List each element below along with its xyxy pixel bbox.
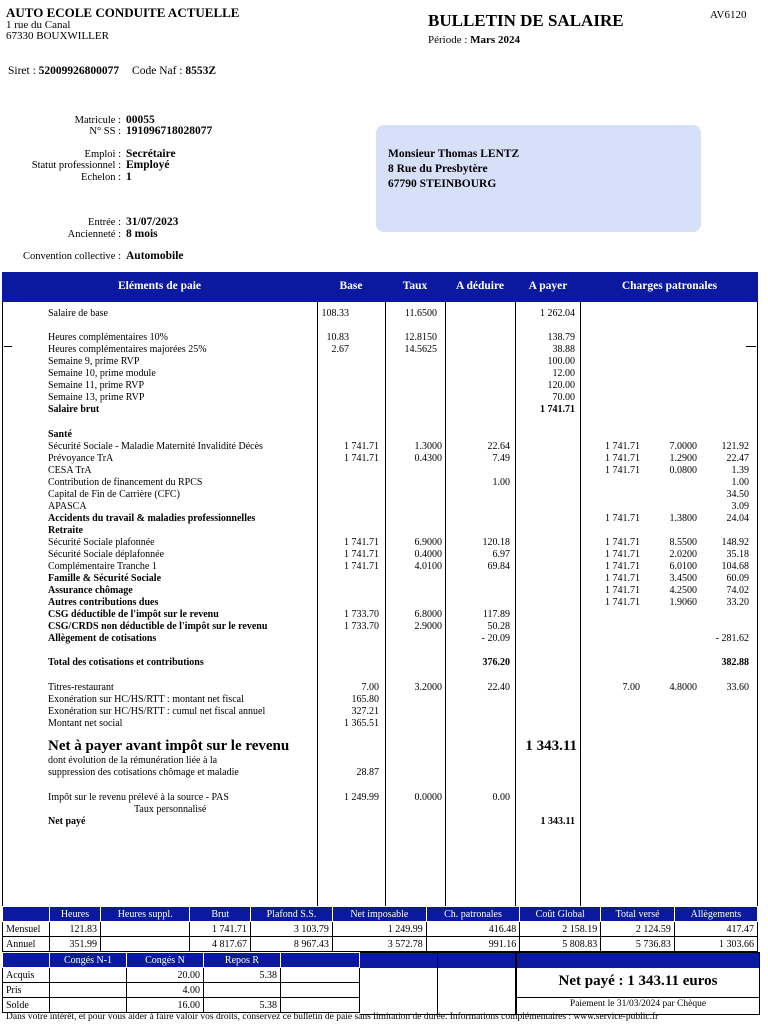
statut-label: Statut professionnel : <box>31 160 121 171</box>
pay-line-salaire-brut: Salaire brut 1 741.71 <box>48 404 575 415</box>
cumuls-header: Brut <box>190 907 251 922</box>
emploi-label: Emploi : <box>84 149 121 160</box>
pay-line: Assurance chômage 1 741.71 4.2500 74.02 <box>48 585 749 596</box>
net-avant-impot-label: Net à payer avant impôt sur le revenu <box>48 738 290 754</box>
section-sante: Santé <box>48 429 72 440</box>
ss-label: N° SS : <box>89 126 121 137</box>
convention-label: Convention collective : <box>23 251 121 262</box>
cumuls-cell: 2 124.59 <box>601 922 675 937</box>
conges-cell <box>50 983 127 998</box>
echelon-value: 1 <box>126 171 132 183</box>
conges-header: Congés N <box>127 953 204 968</box>
period <box>428 34 520 46</box>
period-value: Mars 2024 <box>470 34 520 46</box>
pay-line: Sécurité Sociale déplafonnée 1 741.71 0.4000 6.97 1 741.71 2.0200 35.18 <box>48 549 749 560</box>
entree-label: Entrée : <box>88 217 121 228</box>
conges-cell <box>204 983 281 998</box>
pay-line: Heures complémentaires 10% 10.83 12.8150 138.79 <box>48 332 575 343</box>
cumuls-cell: 1 741.71 <box>190 922 251 937</box>
cumuls-cell: 3 572.78 <box>332 937 426 952</box>
conges-cell-empty <box>281 983 360 998</box>
payment-date: Paiement le 31/03/2024 par Chèque <box>569 999 707 1009</box>
footer-notice: Dans votre intérêt, et pour vous aider à faire valoir vos droits, conservez ce bulletin de paie sans limitation de durée. Informations complémentaires : www.service-public.fr <box>6 1012 659 1022</box>
net-paye-divider <box>517 997 759 998</box>
convention-value: Automobile <box>126 250 184 262</box>
cumuls-cell: 991.16 <box>426 937 519 952</box>
cumuls-header: Heures <box>50 907 101 922</box>
conges-row-label: Pris <box>3 983 50 998</box>
cumuls-corner <box>3 907 50 922</box>
cumuls-cell: 417.47 <box>674 922 757 937</box>
pay-line: Taux personnalisé <box>134 804 207 815</box>
cumuls-cell: 2 158.19 <box>520 922 601 937</box>
cumuls-cell: 4 817.67 <box>190 937 251 952</box>
conges-spacer <box>360 952 516 1015</box>
net-paye-total: Net payé : 1 343.11 euros <box>558 973 718 989</box>
cumuls-row <box>3 937 758 952</box>
conges-header: Repos R <box>204 953 281 968</box>
cumuls-cell <box>100 937 189 952</box>
pay-line: Semaine 13, prime RVP 70.00 <box>48 392 575 403</box>
cumuls-header: Total versé <box>601 907 675 922</box>
pay-line-pas: Impôt sur le revenu prélevé à la source - PAS 1 249.99 0.0000 0.00 <box>48 792 510 803</box>
pay-line: Contribution de financement du RPCS 1.00 1.00 <box>48 477 749 488</box>
document-title: BULLETIN DE SALAIRE <box>428 11 624 30</box>
employer-address-line2: 67330 BOUXWILLER <box>6 30 109 42</box>
conges-cell: 20.00 <box>127 968 204 983</box>
pay-line: Exonération sur HC/HS/RTT : montant net fiscal 165.80 <box>48 694 379 705</box>
header-base: Base <box>339 280 363 292</box>
entree-value: 31/07/2023 <box>126 216 179 228</box>
conges-header-empty <box>281 953 360 968</box>
conges-cell: 16.00 <box>127 998 204 1013</box>
cumuls-header: Net imposable <box>332 907 426 922</box>
pay-line: suppression des cotisations chômage et maladie 28.87 <box>48 767 379 778</box>
conges-cell-empty <box>281 968 360 983</box>
pay-line: Semaine 9, prime RVP 100.00 <box>48 356 575 367</box>
cumuls-cell: 416.48 <box>426 922 519 937</box>
conges-cell: 5.38 <box>204 998 281 1013</box>
conges-row-label: Acquis <box>3 968 50 983</box>
column-divider <box>437 953 438 1014</box>
conges-row-label: Solde <box>3 998 50 1013</box>
conges-cell-empty <box>281 998 360 1013</box>
cumuls-cell: 5 808.83 <box>520 937 601 952</box>
cumuls-cell: 1 303.66 <box>674 937 757 952</box>
siret-row <box>8 65 216 77</box>
recipient-address-box <box>376 125 701 232</box>
pay-line: dont évolution de la rémunération liée à la <box>48 755 218 766</box>
pay-line: Famille & Sécurité Sociale 1 741.71 3.4500 60.09 <box>48 573 749 584</box>
document-reference: AV6120 <box>710 9 747 21</box>
naf-label: Code Naf : <box>132 65 183 77</box>
cumuls-header: Coût Global <box>520 907 601 922</box>
pay-line: CSG/CRDS non déductible de l'impôt sur le revenu 1 733.70 2.9000 50.28 <box>48 621 510 632</box>
pay-line: Semaine 10, prime module 12.00 <box>48 368 575 379</box>
cumuls-header: Heures suppl. <box>100 907 189 922</box>
siret-label: Siret : <box>8 65 36 77</box>
cumuls-header: Ch. patronales <box>426 907 519 922</box>
matricule-label: Matricule : <box>74 115 121 126</box>
pay-line: Exonération sur HC/HS/RTT : cumul net fiscal annuel 327.21 <box>48 706 379 717</box>
net-avant-impot-value: 1 343.11 <box>525 738 577 754</box>
pay-line: CESA TrA 1 741.71 0.0800 1.39 <box>48 465 749 476</box>
cumuls-cell: 5 736.83 <box>601 937 675 952</box>
section-retraite: Retraite <box>48 525 83 536</box>
emploi-value: Secrétaire <box>126 148 176 160</box>
naf-value: 8553Z <box>185 65 217 77</box>
recipient-city: 67790 STEINBOURG <box>388 178 497 190</box>
total-cotisations: Total des cotisations et contributions 376.20 382.88 <box>48 657 749 668</box>
cumuls-header: Allègements <box>674 907 757 922</box>
ss-value: 191096718028077 <box>126 125 213 137</box>
pay-line: CSG déductible de l'impôt sur le revenu 1 733.70 6.8000 117.89 <box>48 609 510 620</box>
conges-cell <box>50 998 127 1013</box>
cumuls-row <box>3 922 758 937</box>
header-payer: A payer <box>528 280 568 292</box>
cumuls-cell: 3 103.79 <box>251 922 333 937</box>
pay-line: Sécurité Sociale plafonnée 1 741.71 6.9000 120.18 1 741.71 8.5500 148.92 <box>48 537 749 548</box>
pay-line: Allègement de cotisations - 20.09 - 281.62 <box>48 633 749 644</box>
cumuls-cell: 1 249.99 <box>332 922 426 937</box>
statut-value: Employé <box>126 159 170 171</box>
pay-line: Complémentaire Tranche 1 1 741.71 4.0100 69.84 1 741.71 6.0100 104.68 <box>48 561 749 572</box>
pay-line: Accidents du travail & maladies professionnelles 1 741.71 1.3800 24.04 <box>48 513 749 524</box>
employer-name: AUTO ECOLE CONDUITE ACTUELLE <box>6 5 240 20</box>
siret-value: 52009926800077 <box>38 65 120 77</box>
conges-cell: 4.00 <box>127 983 204 998</box>
header-taux: Taux <box>402 280 428 292</box>
period-label: Période : <box>428 34 468 46</box>
conges-cell: 5.38 <box>204 968 281 983</box>
conges-row <box>3 968 360 983</box>
pay-line: Semaine 11, prime RVP 120.00 <box>48 380 575 391</box>
conges-cell <box>50 968 127 983</box>
pay-line: Heures complémentaires majorées 25% 2.67 14.5625 38.88 <box>48 344 575 355</box>
cumuls-cell <box>100 922 189 937</box>
cumuls-cell: 351.99 <box>50 937 101 952</box>
pay-line: Sécurité Sociale - Maladie Maternité Invalidité Décès 1 741.71 1.3000 22.64 1 741.71 7.0000 121.92 <box>48 441 749 452</box>
employer-address-line1: 1 rue du Canal <box>6 19 71 31</box>
anciennete-label: Ancienneté : <box>67 229 121 240</box>
cumuls-row-label: Annuel <box>3 937 50 952</box>
pay-line: Prévoyance TrA 1 741.71 0.4300 7.49 1 741.71 1.2900 22.47 <box>48 453 749 464</box>
cumuls-header: Plafond S.S. <box>251 907 333 922</box>
conges-corner <box>3 953 50 968</box>
pay-line: Salaire de base 108.33 11.6500 1 262.04 <box>48 308 575 319</box>
pay-line: APASCA 3.09 <box>48 501 749 512</box>
anciennete-value: 8 mois <box>126 228 158 240</box>
pay-line: Montant net social 1 365.51 <box>48 718 379 729</box>
echelon-label: Echelon : <box>81 172 121 183</box>
pay-line: Autres contributions dues 1 741.71 1.9060 33.20 <box>48 597 749 608</box>
conges-table <box>2 952 360 1013</box>
header-elements: Eléments de paie <box>117 280 202 292</box>
cumuls-cell: 121.83 <box>50 922 101 937</box>
cumuls-row-label: Mensuel <box>3 922 50 937</box>
conges-header: Congés N-1 <box>50 953 127 968</box>
conges-row <box>3 998 360 1013</box>
recipient-street: 8 Rue du Presbytère <box>388 163 488 175</box>
pay-table-header <box>2 272 758 302</box>
conges-row <box>3 983 360 998</box>
header-charges: Charges patronales <box>621 280 718 292</box>
net-paye-box-header <box>517 953 759 968</box>
header-deduire: A déduire <box>455 280 505 292</box>
net-paye-box <box>516 952 760 1015</box>
recipient-name: Monsieur Thomas LENTZ <box>388 148 520 160</box>
cumuls-cell: 8 967.43 <box>251 937 333 952</box>
matricule-value: 00055 <box>126 114 155 126</box>
pay-line: Titres-restaurant 7.00 3.2000 22.40 7.00 4.8000 33.60 <box>48 682 749 693</box>
pay-line: Capital de Fin de Carrière (CFC) 34.50 <box>48 489 749 500</box>
pay-line-net-paye: Net payé 1 343.11 <box>48 816 575 827</box>
cumuls-table <box>2 906 758 952</box>
